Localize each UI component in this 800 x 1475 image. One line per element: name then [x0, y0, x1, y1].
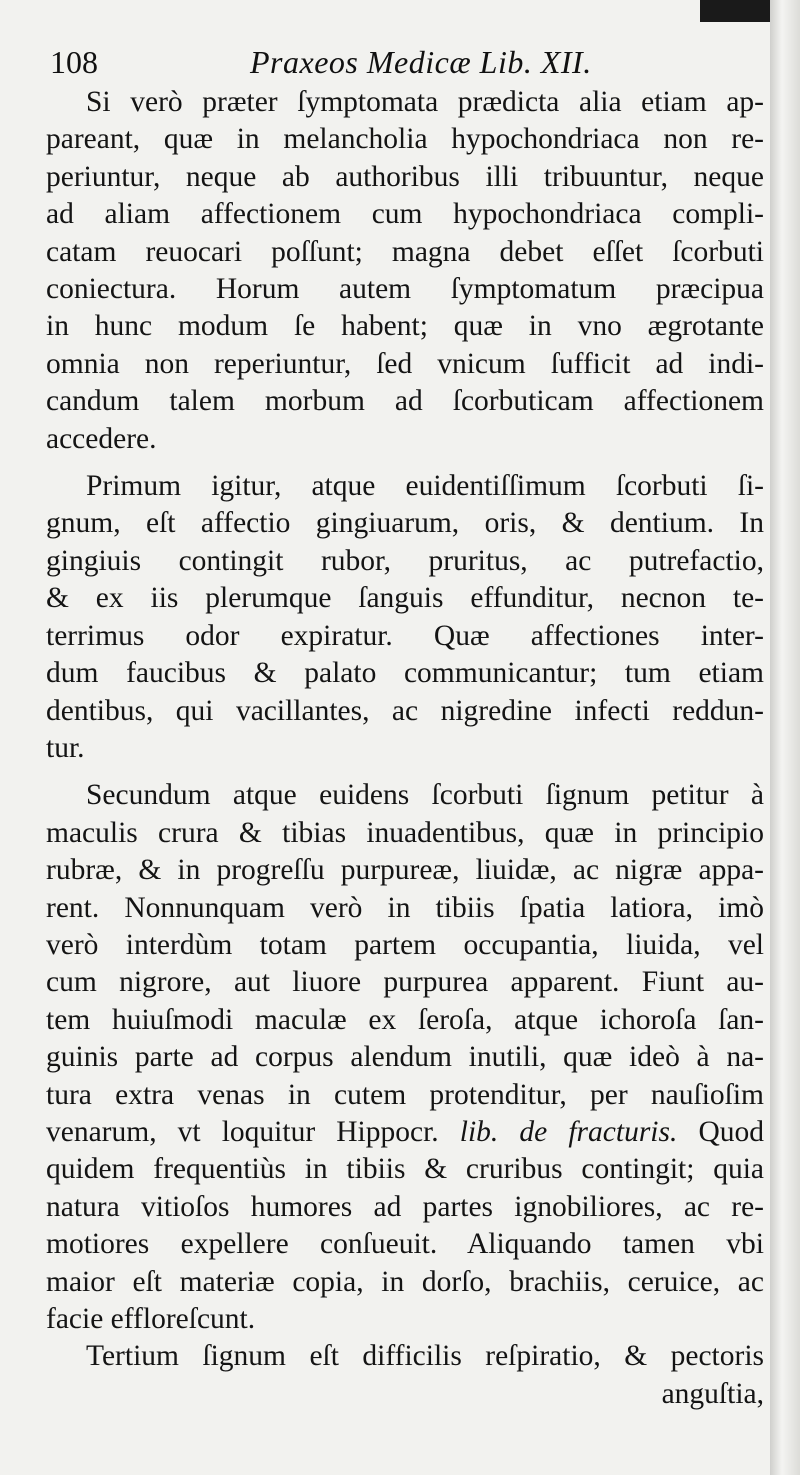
italic-reference: lib. de fracturis.: [459, 1115, 678, 1148]
text-line: omnia non reperiuntur, ſed vnicum ſufficit ad indi-: [46, 347, 764, 380]
text-line: guinis parte ad corpus alendum inutili, quæ ideò à na-: [46, 1041, 764, 1074]
text-line: & ex iis plerumque ſanguis effunditur, necnon te-: [46, 582, 764, 615]
text-line: cum nigrore, aut liuore purpurea apparent. Fiunt au-: [46, 966, 764, 999]
text-line: gnum, eſt affectio gingiuarum, oris, & dentium. In: [46, 507, 764, 540]
text-line: terrimus odor expiratur. Quæ affectiones inter-: [46, 619, 764, 652]
page-edge: [770, 0, 800, 1475]
text-line: periuntur, neque ab authoribus illi tribuuntur, neque: [46, 160, 764, 193]
text-line: quidem frequentiùs in tibiis & cruribus contingit; quia: [46, 1153, 764, 1186]
text-line: Secundum atque euidens ſcorbuti ſignum petitur à: [86, 779, 764, 812]
text-line: ad aliam affectionem cum hypochondriaca compli-: [46, 198, 764, 231]
scan-border: [700, 0, 770, 22]
paragraph: [46, 84, 764, 458]
text-line: accedere.: [46, 422, 157, 455]
text-line: coniectura. Horum autem ſymptomatum præcipua: [46, 273, 764, 306]
text-line: dentibus, qui vacillantes, ac nigredine infecti reddun-: [46, 694, 764, 727]
text-line: venarum, vt loquitur Hippocr.: [46, 1115, 439, 1148]
text-line: maculis crura & tibias inuadentibus, quæ in principio: [46, 816, 764, 849]
text-line: rent. Nonnunquam verò in tibiis ſpatia latiora, imò: [46, 891, 764, 924]
text-line-with-reference: [46, 1114, 764, 1151]
text-line: candum talem morbum ad ſcorbuticam affectionem: [46, 385, 764, 418]
text-line: gingiuis contingit rubor, pruritus, ac putrefactio,: [46, 544, 764, 577]
paragraph: [46, 468, 764, 767]
paragraph: [46, 777, 764, 1338]
page-header: [50, 44, 750, 84]
body-text: [46, 84, 764, 1413]
paragraph: [46, 1338, 764, 1413]
text-line: catam reuocari poſſunt; magna debet eſſet ſcorbuti: [46, 235, 764, 268]
text-line: motiores expellere conſueuit. Aliquando tamen vbi: [46, 1228, 764, 1261]
text-line: Quod: [698, 1115, 765, 1148]
text-line: verò interdùm totam partem occupantia, liuida, vel: [46, 928, 764, 961]
text-line: tur.: [46, 731, 85, 764]
text-line: facie effloreſcunt.: [46, 1303, 256, 1335]
text-line: maior eſt materiæ copia, in dorſo, brachiis, ceruice, ac: [46, 1265, 764, 1298]
text-line: Tertium ſignum eſt difficilis reſpiratio, & pectoris: [86, 1340, 764, 1373]
running-title: Praxeos Medicæ Lib. XII.: [250, 44, 592, 80]
text-line: tura extra venas in cutem protenditur, per nauſioſim: [46, 1078, 764, 1111]
text-line: dum faucibus & palato communicantur; tum etiam: [46, 657, 764, 690]
text-line: Si verò præter ſymptomata prædicta alia etiam ap-: [86, 86, 764, 118]
text-line: natura vitioſos humores ad partes ignobiliores, ac re-: [46, 1190, 764, 1223]
text-line: in hunc modum ſe habent; quæ in vno ægrotante: [46, 310, 764, 343]
page-number: 108: [50, 44, 98, 80]
text-line: pareant, quæ in melancholia hypochondriaca non re-: [46, 123, 764, 156]
catchword: anguſtia,: [661, 1377, 764, 1410]
text-line: tem huiuſmodi maculæ ex ſeroſa, atque ichoroſa ſan-: [46, 1003, 764, 1036]
text-line: rubræ, & in progreſſu purpureæ, liuidæ, ac nigræ appa-: [46, 854, 764, 887]
text-line: Primum igitur, atque euidentiſſimum ſcorbuti ſi-: [86, 470, 764, 503]
